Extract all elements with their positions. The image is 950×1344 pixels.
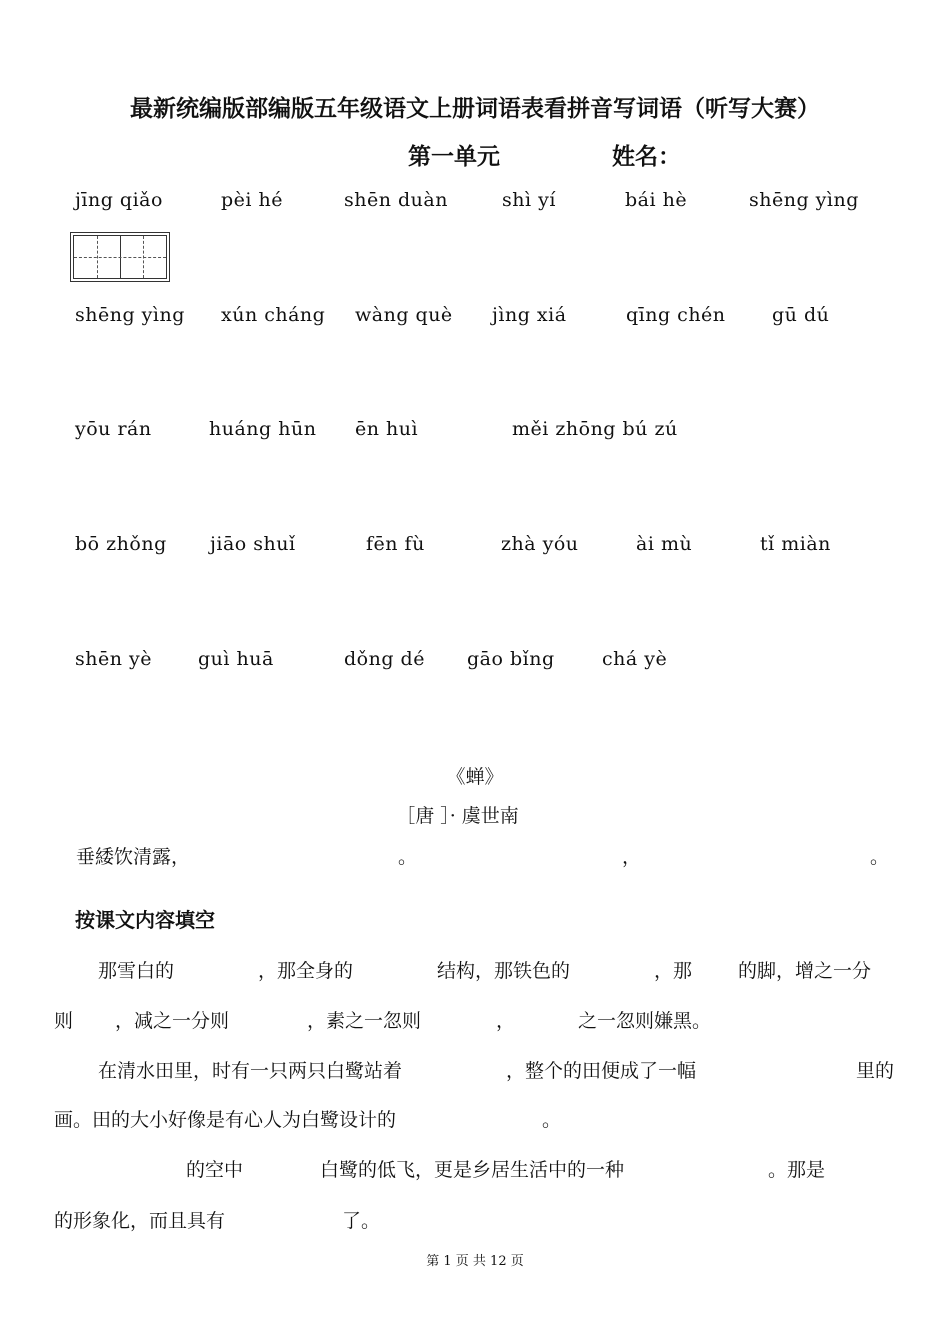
pinyin-item: gū dú <box>772 304 830 326</box>
pinyin-item: tǐ miàn <box>760 533 831 555</box>
poem-title: 《蝉》 <box>446 766 504 788</box>
pinyin-item: huáng hūn <box>209 418 317 440</box>
grid-guide-line <box>143 236 144 278</box>
pinyin-item: fēn fù <box>366 533 425 555</box>
pinyin-item: jīng qiǎo <box>75 189 163 211</box>
fill-text: ， <box>496 1010 516 1032</box>
fill-text: 那雪白的 <box>98 960 175 982</box>
pinyin-item: shēn duàn <box>344 189 448 211</box>
page-title: 最新统编版部编版五年级语文上册词语表看拼音写词语（听写大赛） <box>130 96 820 122</box>
pinyin-item: zhà yóu <box>501 533 579 555</box>
pinyin-item: shì yí <box>502 189 556 211</box>
grid-guide-line <box>97 236 98 278</box>
fill-text: 。 <box>542 1109 562 1131</box>
pinyin-item: gāo bǐng <box>467 648 555 670</box>
fill-text: ，那全身的 <box>258 960 354 982</box>
pinyin-item: xún cháng <box>221 304 326 326</box>
grid-guide-line <box>74 257 166 258</box>
fill-text: 则 <box>54 1010 74 1032</box>
pinyin-item: měi zhōng bú zú <box>512 418 678 440</box>
writing-grid-inner <box>73 235 167 279</box>
pinyin-item: guì huā <box>198 648 274 670</box>
name-label: 姓名： <box>612 144 681 170</box>
pinyin-item: ài mù <box>636 533 693 555</box>
fill-text: ，那 <box>654 960 693 982</box>
poem-punctuation: 。 <box>398 846 418 868</box>
page-footer: 第 1 页 共 12 页 <box>426 1254 524 1269</box>
poem-punctuation: ， <box>622 846 642 868</box>
pinyin-item: shēng yìng <box>75 304 185 326</box>
fill-text: 的空中 <box>186 1159 244 1181</box>
pinyin-item: dǒng dé <box>344 648 425 670</box>
pinyin-item: chá yè <box>602 648 668 670</box>
pinyin-item: pèi hé <box>221 189 284 211</box>
poem-author: ［唐 ］· 虞世南 <box>396 805 519 827</box>
pinyin-item: shēn yè <box>75 648 152 670</box>
pinyin-item: jiāo shuǐ <box>210 533 296 555</box>
unit-label: 第一单元 <box>408 144 500 170</box>
pinyin-item: bō zhǒng <box>75 533 167 555</box>
fill-text: 了。 <box>342 1210 381 1232</box>
fill-text: 画。田的大小好像是有心人为白鹭设计的 <box>54 1109 397 1131</box>
writing-grid-box[interactable] <box>70 232 170 282</box>
pinyin-item: wàng què <box>355 304 453 326</box>
pinyin-item: jìng xiá <box>492 304 567 326</box>
section-heading: 按课文内容填空 <box>75 908 215 932</box>
fill-text: 之一忽则嫌黑。 <box>578 1010 712 1032</box>
pinyin-item: bái hè <box>625 189 688 211</box>
fill-text: ，整个的田便成了一幅 <box>506 1060 697 1082</box>
fill-text: 结构，那铁色的 <box>437 960 571 982</box>
pinyin-item: ēn huì <box>355 418 419 440</box>
fill-text: ，减之一分则 <box>115 1010 230 1032</box>
poem-punctuation: 。 <box>870 846 890 868</box>
poem-line-start: 垂緌饮清露， <box>76 846 191 868</box>
fill-text: 白鹭的低飞，更是乡居生活中的一种 <box>320 1159 625 1181</box>
fill-text: 的脚，增之一分 <box>738 960 872 982</box>
fill-text: 里的 <box>856 1060 895 1082</box>
fill-text: 在清水田里，时有一只两只白鹭站着 <box>98 1060 403 1082</box>
pinyin-item: qīng chén <box>626 304 726 326</box>
fill-text: 的形象化，而且具有 <box>54 1210 226 1232</box>
fill-text: 。那是 <box>768 1159 826 1181</box>
fill-text: ，素之一忽则 <box>307 1010 422 1032</box>
pinyin-item: yōu rán <box>75 418 152 440</box>
pinyin-item: shēng yìng <box>749 189 859 211</box>
